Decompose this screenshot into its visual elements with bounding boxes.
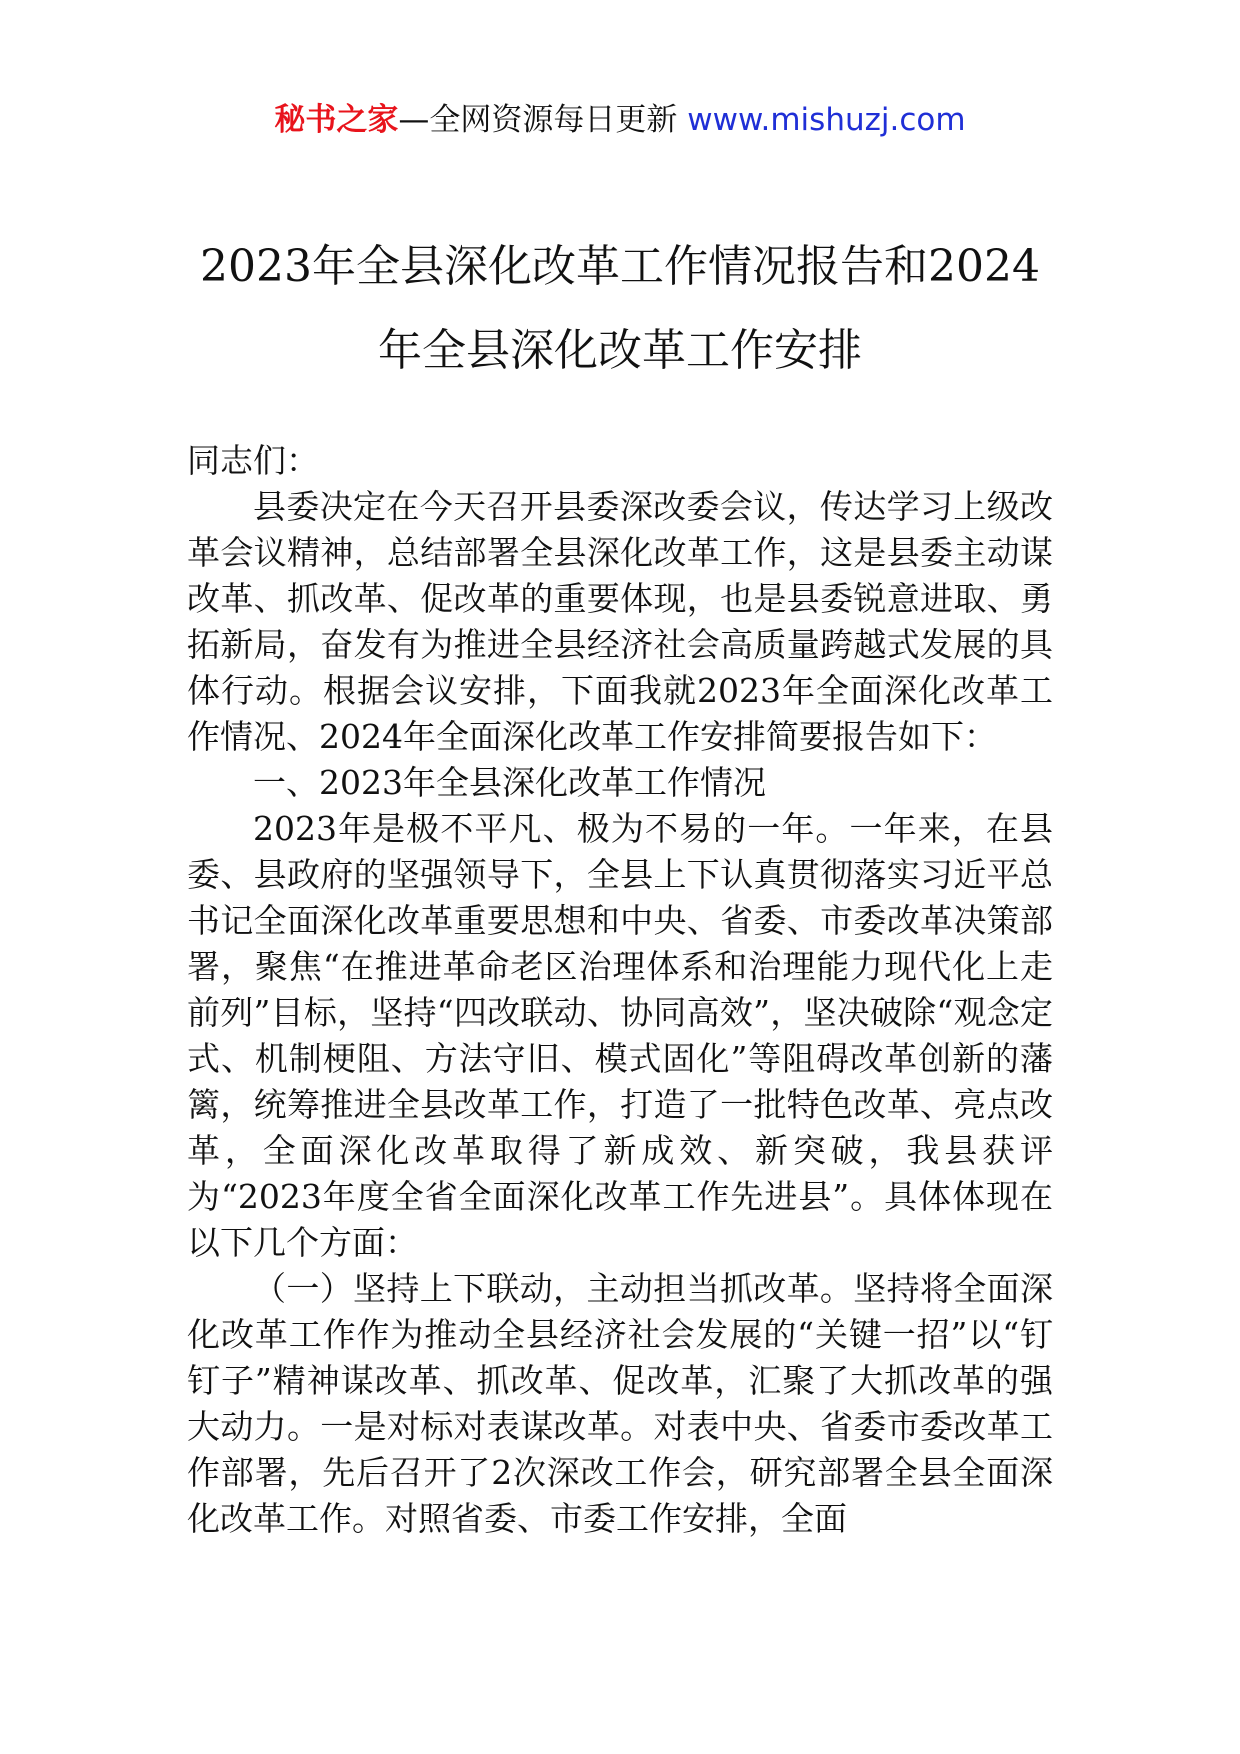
- salutation: 同志们：: [187, 441, 319, 480]
- document-body: [187, 438, 1053, 1542]
- paragraph: 2023年是极不平凡、极为不易的一年。一年来，在县委、县政府的坚强领导下，全县上下认真贯彻落实习近平总书记全面深化改革重要思想和中央、省委、市委改革决策部署，聚焦“在推进革命老区治理体系和治理能力现代化上走前列”目标，坚持“四改联动、协同高效”，坚决破除“观念定式、机制梗阻、方法守旧、模式固化”等阻碍改革创新的藩篱，统筹推进全县改革工作，打造了一批特色改革、亮点改革，全面深化改革取得了新成效、新突破，我县获评为“2023年度全省全面深化改革工作先进县”。具体体现在以下几个方面：: [187, 809, 1053, 1262]
- section-heading: 一、2023年全县深化改革工作情况: [253, 763, 766, 802]
- paragraph: 县委决定在今天召开县委深改委会议，传达学习上级改革会议精神，总结部署全县深化改革工作，这是县委主动谋改革、抓改革、促改革的重要体现，也是县委锐意进取、勇拓新局，奋发有为推进全县经济社会高质量跨越式发展的具体行动。根据会议安排，下面我就2023年全面深化改革工作情况、2024年全面深化改革工作安排简要报告如下：: [187, 487, 1053, 756]
- document-title: 2023年全县深化改革工作情况报告和2024年全县深化改革工作安排: [200, 241, 1040, 376]
- brand-name: 秘书之家: [274, 102, 399, 138]
- watermark-header: [0, 100, 1240, 140]
- paragraph: （一）坚持上下联动，主动担当抓改革。坚持将全面深化改革工作作为推动全县经济社会发展的“关键一招”以“钉钉子”精神谋改革、抓改革、促改革，汇聚了大抓改革的强大动力。一是对标对表谋改革。对表中央、省委市委改革工作部署，先后召开了2次深改工作会，研究部署全县全面深化改革工作。对照省委、市委工作安排，全面: [187, 1269, 1053, 1538]
- site-url[interactable]: www.mishuzj.com: [687, 102, 966, 138]
- header-tagline: —全网资源每日更新: [398, 102, 678, 138]
